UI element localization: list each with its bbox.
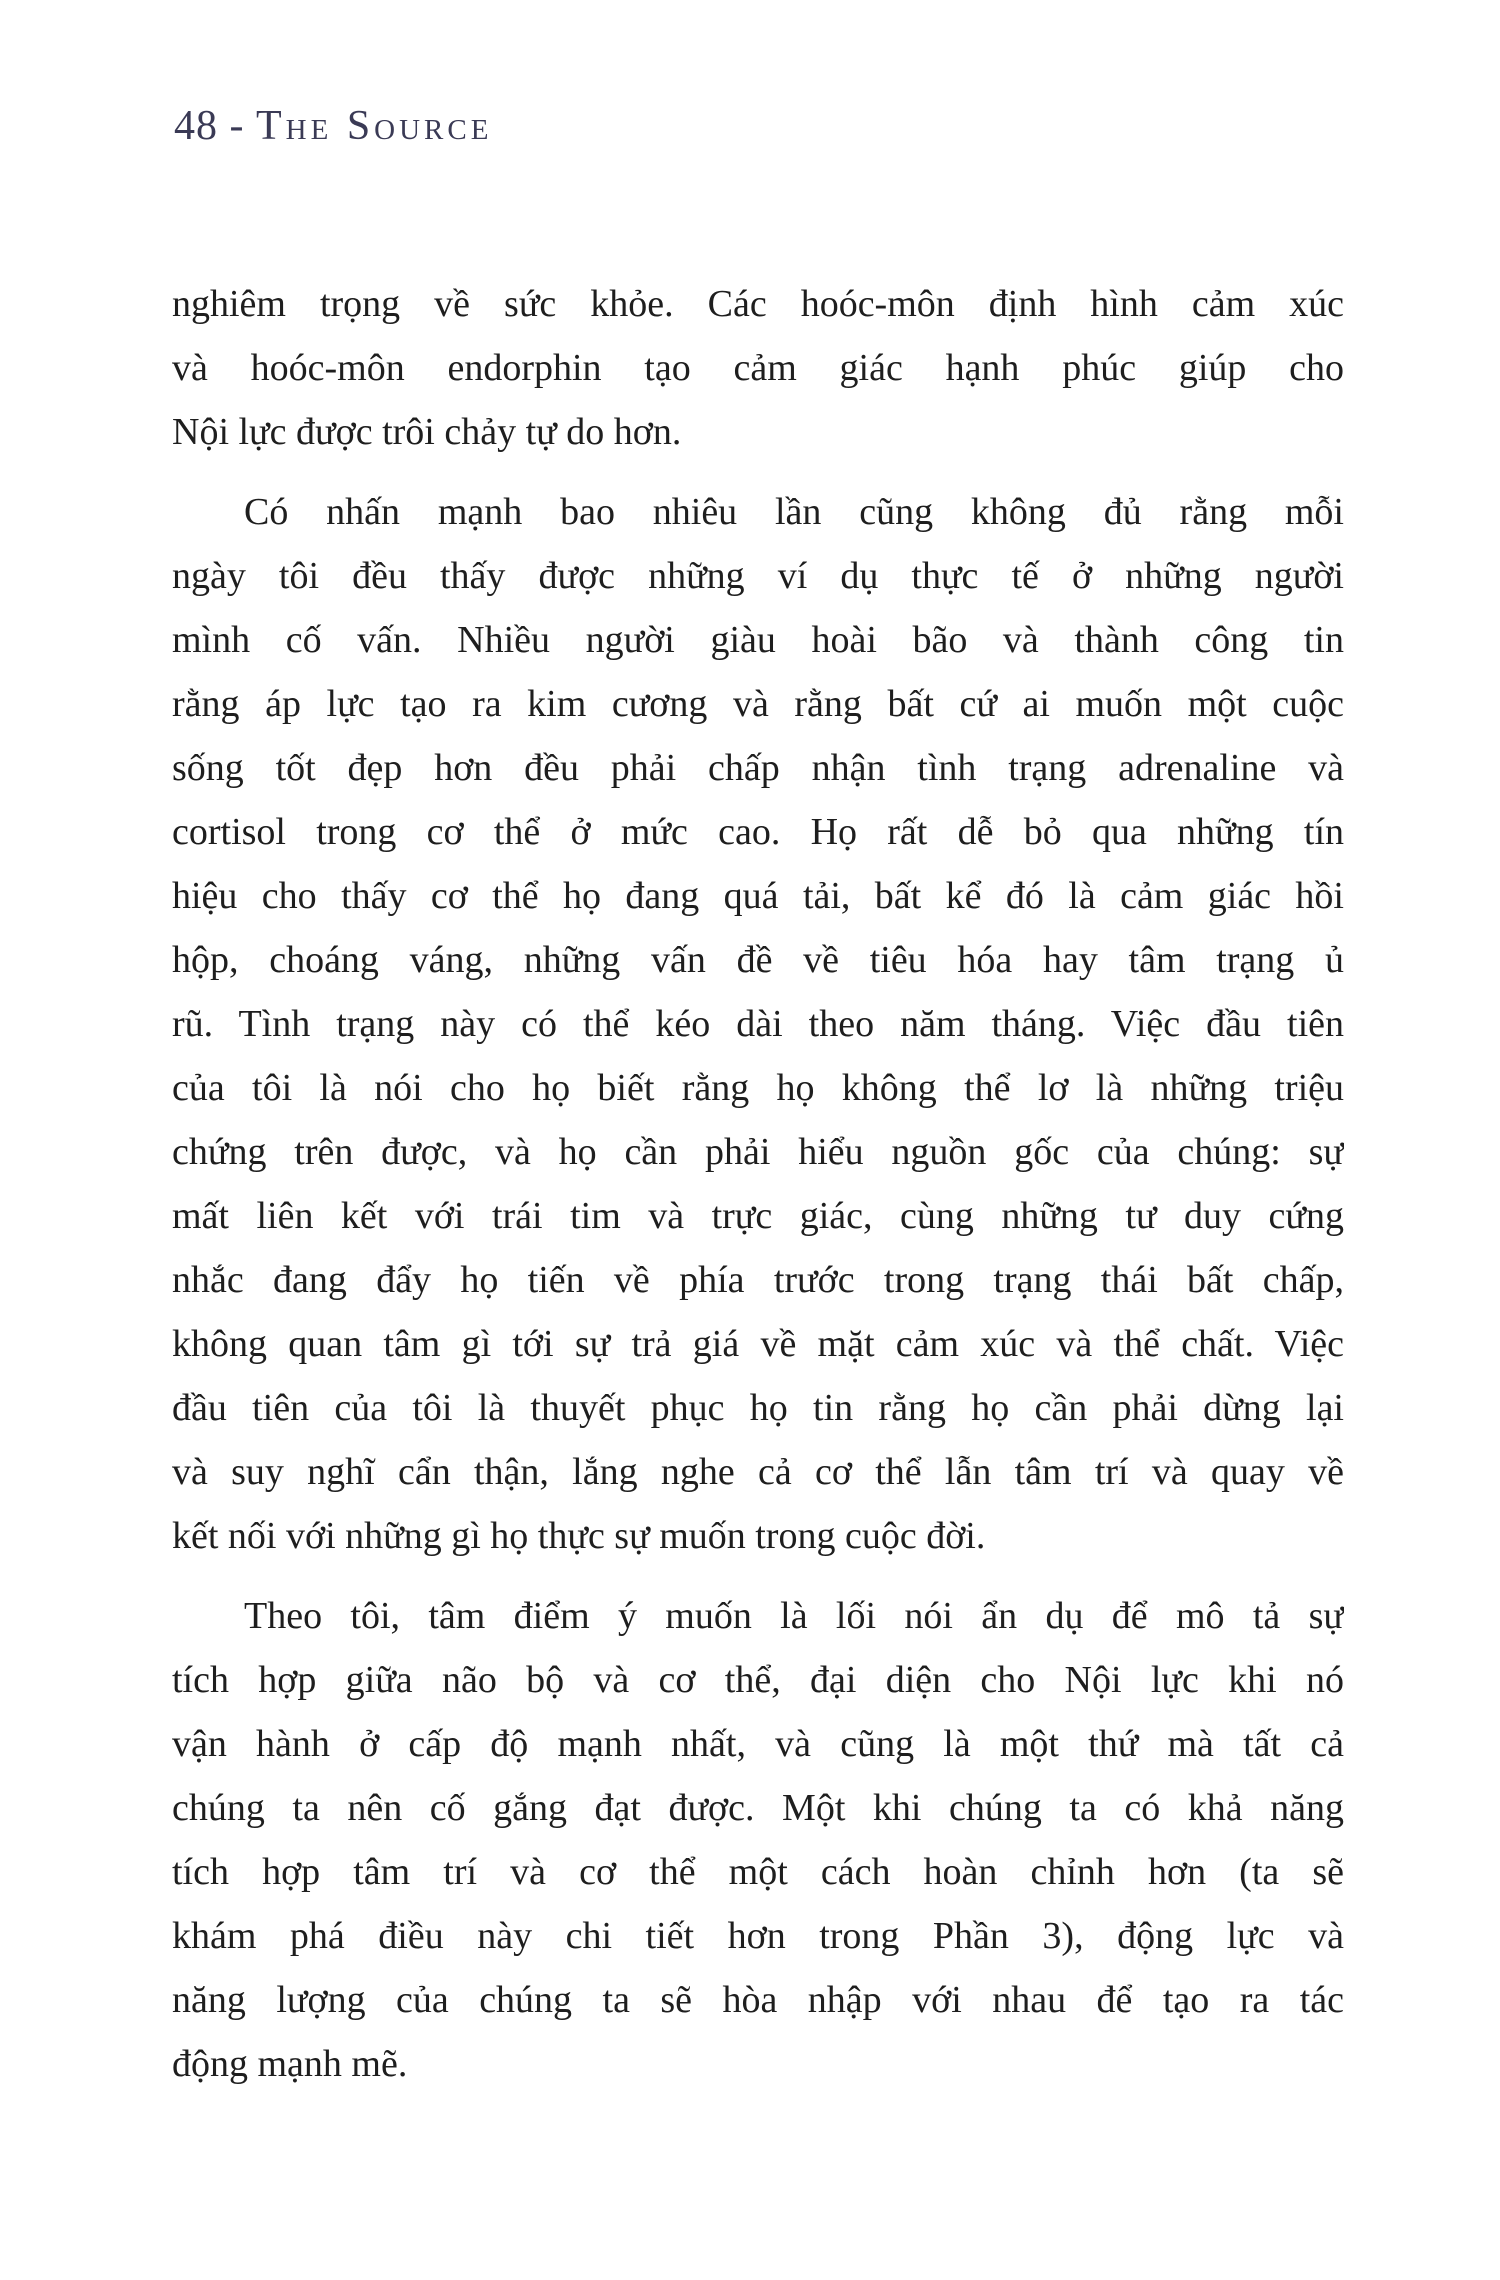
- text-line: mình cố vấn. Nhiều người giàu hoài bão và thành công tin: [172, 619, 1344, 661]
- text-line: vận hành ở cấp độ mạnh nhất, và cũng là một thứ mà tất cả: [172, 1723, 1344, 1765]
- text-line: Theo tôi, tâm điểm ý muốn là lối nói ẩn dụ để mô tả sự: [244, 1595, 1344, 1637]
- text-line: không quan tâm gì tới sự trả giá về mặt cảm xúc và thể chất. Việc: [172, 1323, 1344, 1365]
- text-line: Nội lực được trôi chảy tự do hơn.: [172, 411, 682, 453]
- text-line: nhắc đang đẩy họ tiến về phía trước trong trạng thái bất chấp,: [172, 1259, 1344, 1301]
- paragraph: [172, 272, 1344, 464]
- text-line: ngày tôi đều thấy được những ví dụ thực tế ở những người: [172, 555, 1344, 597]
- text-line: chúng ta nên cố gắng đạt được. Một khi chúng ta có khả năng: [172, 1787, 1344, 1829]
- text-line: của tôi là nói cho họ biết rằng họ không thể lơ là những triệu: [172, 1067, 1344, 1109]
- page-number: 48 -: [174, 103, 256, 149]
- text-line: rằng áp lực tạo ra kim cương và rằng bất cứ ai muốn một cuộc: [172, 683, 1344, 725]
- running-title: The Source: [256, 103, 493, 149]
- text-line: mất liên kết với trái tim và trực giác, cùng những tư duy cứng: [172, 1195, 1344, 1237]
- text-line: cortisol trong cơ thể ở mức cao. Họ rất dễ bỏ qua những tín: [172, 811, 1344, 853]
- paragraph: [172, 1584, 1344, 2096]
- page-header: [174, 102, 492, 150]
- text-line: rũ. Tình trạng này có thể kéo dài theo năm tháng. Việc đầu tiên: [172, 1003, 1344, 1045]
- text-line: kết nối với những gì họ thực sự muốn trong cuộc đời.: [172, 1515, 986, 1557]
- text-line: đầu tiên của tôi là thuyết phục họ tin rằng họ cần phải dừng lại: [172, 1387, 1344, 1429]
- text-line: hộp, choáng váng, những vấn đề về tiêu hóa hay tâm trạng ủ: [172, 939, 1344, 981]
- body-text: [172, 272, 1344, 2096]
- text-line: tích hợp tâm trí và cơ thể một cách hoàn chỉnh hơn (ta sẽ: [172, 1851, 1344, 1893]
- text-line: tích hợp giữa não bộ và cơ thể, đại diện cho Nội lực khi nó: [172, 1659, 1344, 1701]
- text-line: và hoóc-môn endorphin tạo cảm giác hạnh phúc giúp cho: [172, 347, 1344, 389]
- text-line: sống tốt đẹp hơn đều phải chấp nhận tình trạng adrenaline và: [172, 747, 1344, 789]
- paragraph: [172, 480, 1344, 1568]
- text-line: và suy nghĩ cẩn thận, lắng nghe cả cơ thể lẫn tâm trí và quay về: [172, 1451, 1344, 1493]
- text-line: nghiêm trọng về sức khỏe. Các hoóc-môn định hình cảm xúc: [172, 283, 1344, 325]
- text-line: Có nhấn mạnh bao nhiêu lần cũng không đủ rằng mỗi: [244, 491, 1344, 533]
- text-line: động mạnh mẽ.: [172, 2043, 408, 2085]
- text-line: năng lượng của chúng ta sẽ hòa nhập với nhau để tạo ra tác: [172, 1979, 1344, 2021]
- text-line: khám phá điều này chi tiết hơn trong Phần 3), động lực và: [172, 1915, 1344, 1957]
- text-line: hiệu cho thấy cơ thể họ đang quá tải, bất kể đó là cảm giác hồi: [172, 875, 1344, 917]
- text-line: chứng trên được, và họ cần phải hiểu nguồn gốc của chúng: sự: [172, 1131, 1344, 1173]
